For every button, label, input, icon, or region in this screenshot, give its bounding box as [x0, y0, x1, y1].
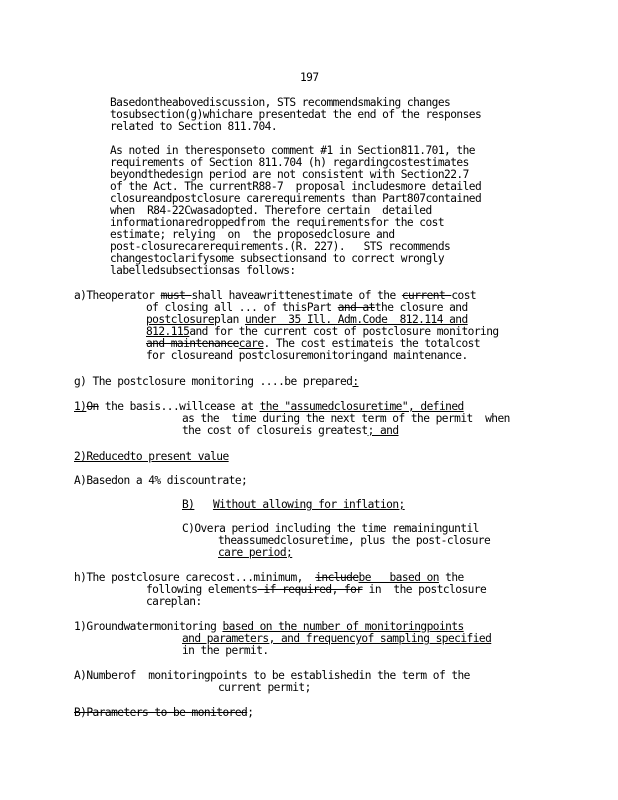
a-line5: and maintenancecare. The cost estimateis the totalcost [146, 337, 481, 350]
g1-line2: as the time during the next term of the permit when [182, 412, 510, 425]
a-line2: of closing all ... of thisPart and atthe closure and [146, 301, 468, 314]
para2-line10: changestoclarifysome subsectionsand to correct wrongly [110, 252, 445, 265]
para2-line9: post-closurecarerequirements.(R. 227). STS recommends [110, 240, 451, 253]
h1-line2: and parameters, and frequencyof sampling specified [182, 632, 492, 645]
para2-line1: As noted in theresponseto comment #1 in Section811.701, the [110, 144, 475, 157]
h1-line3: in the permit. [182, 644, 269, 657]
hA-line1: A)Numberof monitoringpoints to be establishedin the term of the [74, 669, 470, 682]
g2-line: 2)Reducedto present value [74, 450, 229, 463]
para2-line2: requirements of Section 811.704 (h) regardingcostestimates [110, 156, 469, 169]
g1-line3: the cost of closureis greatest; and [182, 424, 399, 437]
para2-line5: closureandpostclosure carerequirements than Part807contained [110, 192, 482, 205]
h-line1: h)The postclosure carecost...minimum, includebe based on the [74, 571, 464, 584]
h-line2: following elements if required, for in the postclosure [146, 583, 487, 596]
gC-line1: C)Overa period including the time remaininguntil [182, 522, 479, 535]
page-number: 197 [300, 71, 319, 84]
para2-line11: labelledsubsectionsas follows: [110, 264, 296, 277]
h-line3: careplan: [146, 595, 202, 608]
gC-line3: care period; [218, 546, 293, 559]
g-line: g) The postclosure monitoring ....be prepared: [74, 375, 359, 388]
a-line1: a)Theoperator must shall haveawrittenestimate of the current cost [74, 289, 477, 302]
para2-line8: estimate; relying on the proposedclosure and [110, 228, 395, 241]
para2-line3: beyondthedesign period are not consistent with Section22.7 [110, 168, 469, 181]
para2-line4: of the Act. The currentR88-7 proposal includesmore detailed [110, 180, 482, 193]
a-line6: for closureand postclosuremonitoringand maintenance. [146, 349, 468, 362]
para1-line2: tosubsection(g)whichare presentedat the end of the responses [110, 108, 482, 121]
g1-line1: 1)On the basis...willcease at the "assumedclosuretime", defined [74, 400, 464, 413]
a-line4: 812.115and for the current cost of postclosure monitoring [146, 325, 499, 338]
hB-line: B)Parameters to be monitored; [74, 706, 254, 719]
h1-line1: 1)Groundwatermonitoring based on the number of monitoringpoints [74, 620, 464, 633]
a-line3: postclosureplan under 35 Ill. Adm.Code 812.114 and [146, 313, 468, 326]
para2-line6: when R84-22Cwasadopted. Therefore certain detailed [110, 204, 432, 217]
hA-line2: current permit; [218, 681, 311, 694]
para2-line7: informationaredroppedfrom the requirementsfor the cost [110, 216, 445, 229]
gC-line2: theassumedclosuretime, plus the post-closure [218, 534, 491, 547]
gB-line: B) Without allowing for inflation; [182, 498, 405, 511]
para1-line3: related to Section 811.704. [110, 120, 278, 133]
para1-line1: Basedontheabovediscussion, STS recommendsmaking changes [110, 96, 451, 109]
gA-line: A)Basedon a 4% discountrate; [74, 474, 248, 487]
